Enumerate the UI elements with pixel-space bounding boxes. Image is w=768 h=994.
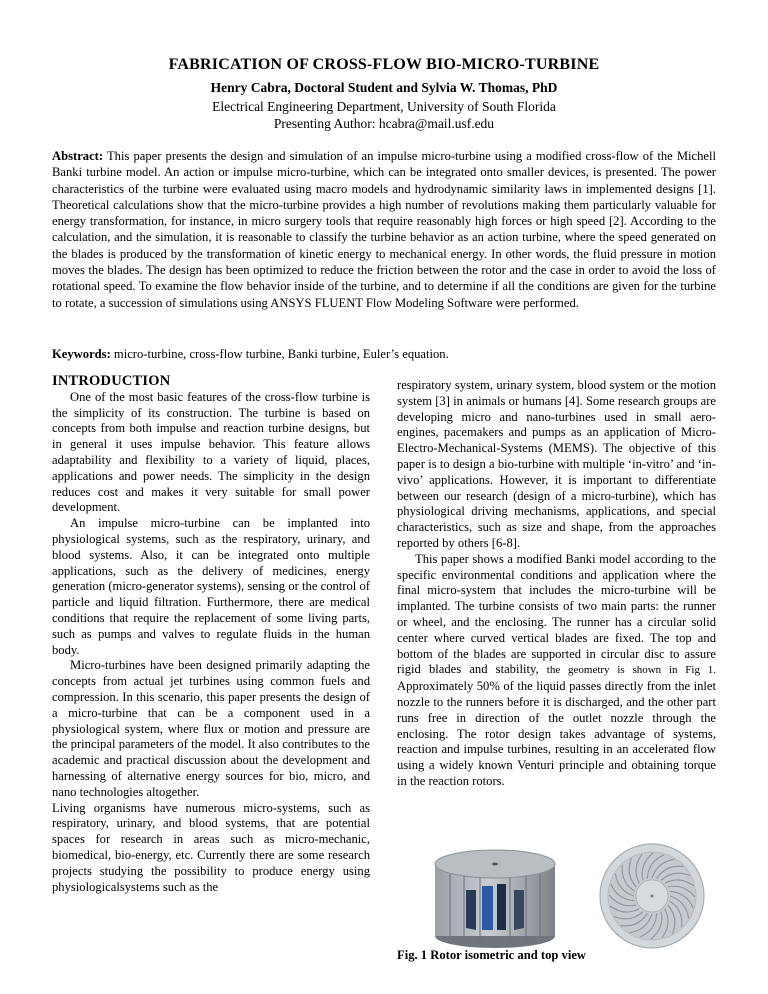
rotor-top-view-image	[598, 842, 706, 950]
introduction-heading: INTRODUCTION	[52, 373, 171, 389]
keywords-text: micro-turbine, cross-flow turbine, Banki turbine, Euler’s equation.	[113, 347, 449, 361]
paper-title: FABRICATION OF CROSS-FLOW BIO-MICRO-TURBINE	[168, 56, 600, 73]
author-line: Henry Cabra, Doctoral Student and Sylvia W. Thomas, PhD	[210, 80, 558, 95]
intro-paragraph-3: Micro-turbines have been designed primarily adapting the concepts from actual jet turbines using common fuels and compression. In this scenario, this paper presents the design of a micro-turbine that can be a component used in a physiological system, where flux or motion and pressure are the principal parameters of the model. It also contributes to the academic and practical discussion about the development and harnessing of alternative energy sources for bio, micro, and nano technologies altogether.	[52, 658, 370, 799]
figure-reference-text: the geometry is shown in Fig 1.	[546, 664, 716, 677]
right-column	[397, 378, 716, 790]
intro-paragraph-6-part-2: Approximately 50% of the liquid passes directly from the inlet nozzle to the runners before it is discharged, and the other part runs free in direction of the outlet nozzle through the enclosing. The rotor design takes advantage of systems, reaction and impulse turbines, resulting in an accelerated flow using a widely known Venturi principle and obtaining torque in the reaction rotors.	[397, 679, 716, 788]
figure-1	[420, 838, 716, 950]
keywords-label: Keywords:	[52, 347, 111, 361]
abstract	[52, 148, 716, 311]
intro-paragraph-1: One of the most basic features of the cross-flow turbine is the simplicity of its construction. The turbine is based on concepts from both impulse and reaction turbine designs, but in general it uses impulse behavior. This feature allows adaptability and flexibility to a variety of liquid, places, applications and power needs. The simplicity in the design reduces cost and makes it very suitable for small power development.	[52, 389, 370, 515]
intro-paragraph-4: Living organisms have numerous micro-systems, such as respiratory, urinary, and blood systems, that are potential spaces for research in areas such as micro-mechanic, biomedical, bio-energy, etc. Currently there are some research projects studying the possibility to produce energy using physiologicalsystems such as the	[52, 800, 370, 894]
intro-paragraph-6-part-1: This paper shows a modified Banki model according to the specific environmental conditions and application where the final micro-system that includes the micro-turbine will be implanted. The turbine consists of two main parts: the runner or wheel, and the enclosing. The runner has a circular solid center where curved vertical blades are fixed. The top and bottom of the blades are supported in circular disc to assure rigid blades and stability,	[397, 551, 716, 677]
affiliation	[0, 98, 768, 132]
keywords	[52, 346, 716, 362]
figure-caption: Fig. 1 Rotor isometric and top view	[397, 948, 586, 962]
abstract-label: Abstract:	[52, 149, 104, 163]
rotor-isometric-image	[430, 844, 560, 950]
presenting-author: Presenting Author: hcabra@mail.usf.edu	[273, 116, 495, 131]
intro-paragraph-2: An impulse micro-turbine can be implanted into physiological systems, such as the respiratory, urinary, and blood systems. Also, it can be integrated onto multiple applications, such as the delivery of medicines, energy generation (micro-generator systems), sensing or the control of particle and liquid filtration. Furthermore, there are medical conditions that require the replacement of some living parts, such as pumps and valves to regulate fluids in the human body.	[52, 516, 370, 657]
left-column	[52, 374, 370, 895]
intro-paragraph-5: respiratory system, urinary system, blood system or the motion system [3] in animals or humans [4]. Some research groups are developing micro and nano-turbines used in small aero-engines, pacemakers and pumps as an application of Micro-Electro-Mechanical-Systems (MEMS). The objective of this paper is to design a bio-turbine with multiple ‘in-vitro’ and ‘in-vivo’ applications. However, it is important to differentiate between our research (design of a micro-turbine), which has physiological driving mechanisms, applications, and special characteristics, such as size and shape, from the approaches reported by others [6-8].	[397, 378, 716, 550]
abstract-text: This paper presents the design and simulation of an impulse micro-turbine using a modified cross-flow of the Michell Banki turbine model. An action or impulse micro-turbine, which can be integrated onto smaller devices, is presented. The power characteristics of the turbine were evaluated using macro models and hydrodynamic similarity laws in implemented designs [1]. Theoretical calculations show that the micro-turbine provides a high number of revolutions making them particularly valuable for energy transformation, for instance, in micro surgery tools that require reasonably high forces or high speed [2]. According to the calculation, and the simulation, it is reasonable to classify the turbine behavior as an action turbine, where the speed generated on the blades is produced by the transformation of kinetic energy to mechanical energy. In other words, the fluid pressure in motion moves the blades. The design has been optimized to reduce the friction between the rotor and the case in order to avoid the loss of rotational speed. To examine the flow behavior inside of the turbine, and to determine if all the conditions are given for the turbine to rotate, a succession of simulations using ANSYS FLUENT Flow Modeling Software were performed.	[52, 149, 717, 310]
intro-paragraph-6	[397, 552, 716, 790]
affiliation-department: Electrical Engineering Department, University of South Florida	[212, 99, 556, 114]
